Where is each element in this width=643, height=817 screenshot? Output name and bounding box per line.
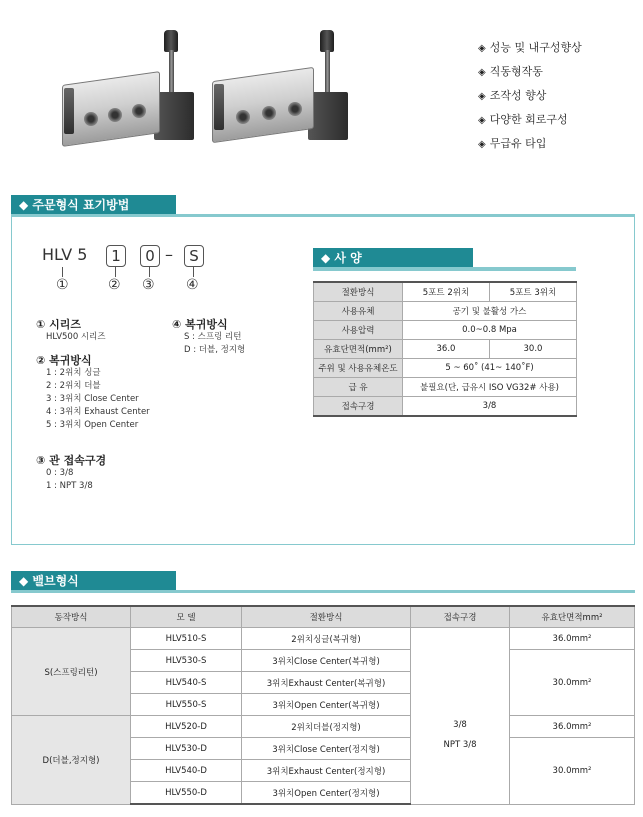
code-number-1: ① (56, 277, 69, 293)
mode-cell: 3위치Exhaust Center(정지형) (242, 760, 411, 782)
spec-row (314, 340, 577, 359)
switch-item: 3 : 3위치 Close Center (46, 394, 139, 404)
switch-item: 5 : 3위치 Open Center (46, 420, 139, 430)
return-heading: ④ 복귀방식 (172, 318, 228, 331)
area-cell: 36.0mm² (510, 628, 635, 650)
mode-cell: 3위치Exhaust Center(복귀형) (242, 672, 411, 694)
port-cell (411, 628, 510, 805)
column-header: 유효단면적mm² (510, 606, 635, 628)
table-header-row (12, 606, 635, 628)
spec-value: 36.0 (403, 340, 490, 359)
column-header: 동작방식 (12, 606, 131, 628)
mode-cell: 2위치더블(정지형) (242, 716, 411, 738)
spec-value: 5포트 2위치 (403, 282, 490, 302)
valve-product-image-2 (212, 30, 362, 160)
code-leader-line (149, 267, 150, 277)
spec-table (313, 281, 577, 417)
model-cell: HLV520-D (131, 716, 242, 738)
column-header: 절환방식 (242, 606, 411, 628)
section-header-order-code: ◆ 주문형식 표기방법 (11, 195, 176, 215)
feature-item: ◈ 직동형작동 (478, 65, 543, 78)
diamond-bullet-icon: ◈ (478, 67, 486, 78)
port-item: 1 : NPT 3/8 (46, 481, 93, 491)
feature-item: ◈ 조작성 향상 (478, 89, 547, 102)
spec-label: 접속구경 (314, 397, 403, 417)
diamond-bullet-icon: ◈ (478, 139, 486, 150)
spec-value: 공기 및 불활성 가스 (403, 302, 577, 321)
port-size: NPT 3/8 (443, 739, 477, 750)
diamond-bullet-icon: ◈ (478, 91, 486, 102)
spec-value: 0.0~0.8 Mpa (403, 321, 577, 340)
spec-row (314, 302, 577, 321)
table-row (12, 716, 635, 738)
model-cell: HLV530-D (131, 738, 242, 760)
spec-value: 5 ~ 60˚ (41~ 140˚F) (403, 359, 577, 378)
port-size: 3/8 (453, 719, 467, 730)
switch-item: 4 : 3위치 Exhaust Center (46, 407, 150, 417)
code-leader-line (115, 267, 116, 277)
spec-value: 5포트 3위치 (489, 282, 576, 302)
group-cell-spring-return: S(스프링리턴) (12, 628, 131, 716)
model-cell: HLV510-S (131, 628, 242, 650)
feature-item: ◈ 무급유 타입 (478, 137, 547, 150)
spec-label: 사용유체 (314, 302, 403, 321)
spec-title: ◆ 사 양 (313, 248, 473, 268)
spec-row (314, 378, 577, 397)
spec-value: 3/8 (403, 397, 577, 417)
spec-title-bar (313, 267, 576, 271)
code-number-4: ④ (186, 277, 199, 293)
diamond-bullet-icon: ◈ (478, 43, 486, 54)
port-item: 0 : 3/8 (46, 468, 74, 478)
switch-heading: ② 복귀방식 (36, 354, 92, 367)
feature-item: ◈ 성능 및 내구성향상 (478, 41, 582, 54)
port-heading: ③ 관 접속구경 (36, 454, 107, 467)
series-text: HLV500 시리즈 (46, 332, 106, 342)
area-cell: 36.0mm² (510, 716, 635, 738)
spec-row (314, 282, 577, 302)
diamond-bullet-icon: ◈ (478, 115, 486, 126)
spec-label: 유효단면적(mm²) (314, 340, 403, 359)
model-cell: HLV550-D (131, 782, 242, 805)
model-cell: HLV540-S (131, 672, 242, 694)
area-cell: 30.0mm² (510, 650, 635, 716)
model-cell: HLV540-D (131, 760, 242, 782)
code-number-2: ② (108, 277, 121, 293)
table-row (12, 628, 635, 650)
valve-product-image-1 (62, 30, 212, 160)
code-number-3: ③ (142, 277, 155, 293)
column-header: 모 델 (131, 606, 242, 628)
spec-value: 불필요(단, 급유시 ISO VG32# 사용) (403, 378, 577, 397)
code-box-return: S (184, 245, 204, 267)
code-leader-line (62, 267, 63, 277)
spec-value: 30.0 (489, 340, 576, 359)
model-code-prefix: HLV 5 (42, 245, 88, 264)
spec-label: 사용압력 (314, 321, 403, 340)
spec-label: 주위 및 사용유체온도 (314, 359, 403, 378)
column-header: 접속구경 (411, 606, 510, 628)
mode-cell: 2위치싱글(복귀형) (242, 628, 411, 650)
mode-cell: 3위치Open Center(복귀형) (242, 694, 411, 716)
group-cell-double: D(더블,정지형) (12, 716, 131, 805)
return-item: S : 스프링 리턴 (184, 332, 242, 342)
feature-list (478, 36, 582, 156)
switch-item: 1 : 2위치 싱글 (46, 368, 101, 378)
spec-label: 절환방식 (314, 282, 403, 302)
model-cell: HLV530-S (131, 650, 242, 672)
spec-row (314, 397, 577, 417)
valve-type-table (11, 605, 635, 805)
section-header-valve-type: ◆ 밸브형식 (11, 571, 176, 591)
code-leader-line (193, 267, 194, 277)
feature-item: ◈ 다양한 회로구성 (478, 113, 568, 126)
mode-cell: 3위치Close Center(복귀형) (242, 650, 411, 672)
spec-row (314, 359, 577, 378)
series-heading: ① 시리즈 (36, 318, 82, 331)
return-item: D : 더블, 정지형 (184, 345, 246, 355)
mode-cell: 3위치Close Center(정지형) (242, 738, 411, 760)
spec-row (314, 321, 577, 340)
code-box-switch: 1 (106, 245, 126, 267)
spec-label: 급 유 (314, 378, 403, 397)
code-dash: – (165, 245, 173, 264)
switch-item: 2 : 2위치 더블 (46, 381, 101, 391)
code-box-port: 0 (140, 245, 160, 267)
mode-cell: 3위치Open Center(정지형) (242, 782, 411, 805)
area-cell: 30.0mm² (510, 738, 635, 805)
section-divider (11, 590, 635, 593)
model-cell: HLV550-S (131, 694, 242, 716)
